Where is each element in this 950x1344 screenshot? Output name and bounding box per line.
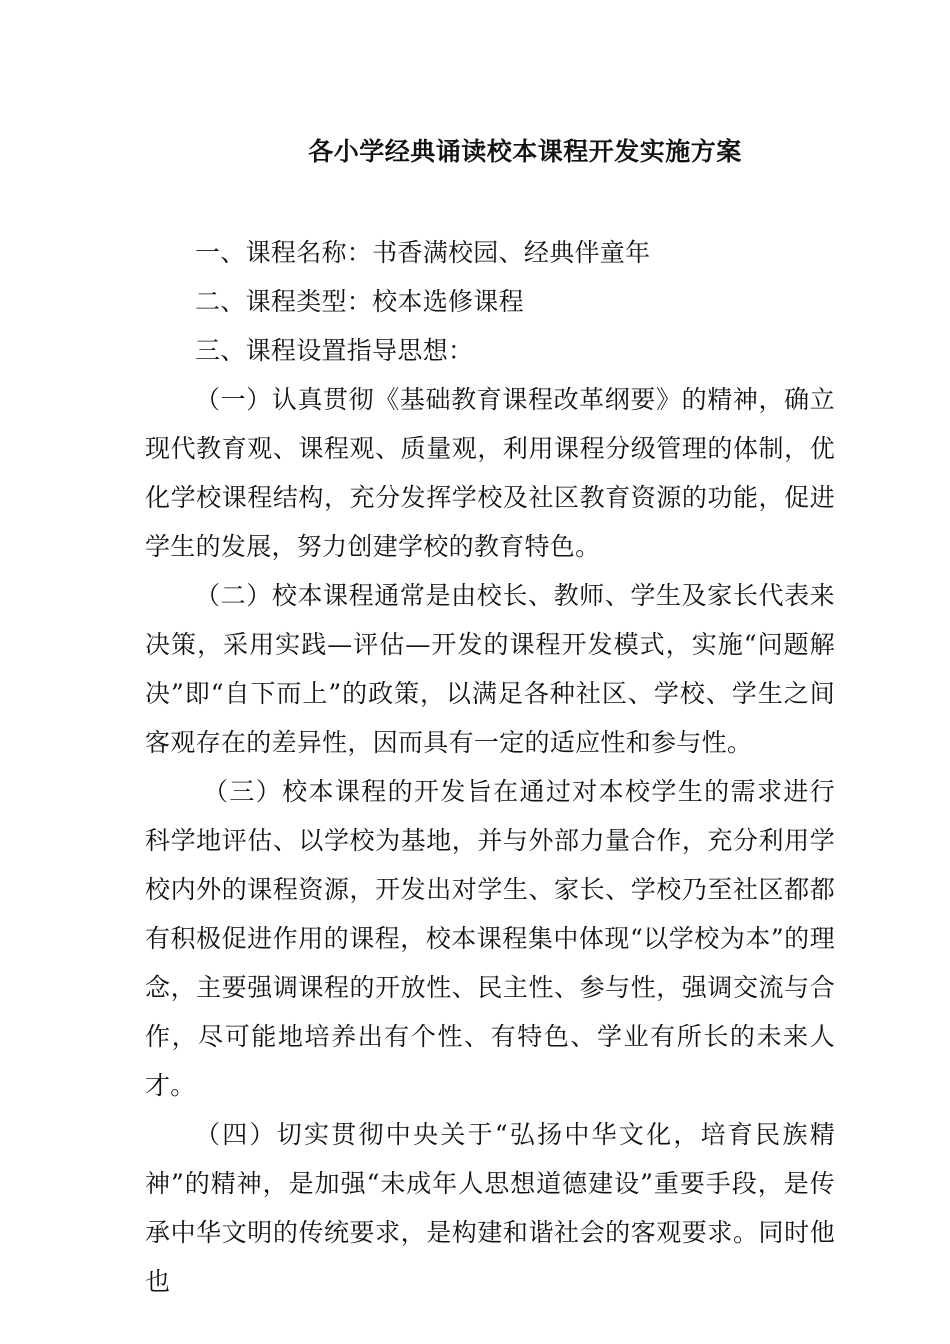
document-body — [145, 228, 835, 1306]
paragraph-2: （二）校本课程通常是由校长、教师、学生及家长代表来决策，采用实践—评估—开发的课程开发模式，实施“问题解决”即“自下而上”的政策，以满足各种社区、学校、学生之间客观存在的差异性，因而具有一定的适应性和参与性。 — [145, 581, 835, 757]
guiding-thought-heading: 三、课程设置指导思想： — [195, 336, 474, 365]
course-type-item: 二、课程类型：校本选修课程 — [195, 287, 524, 316]
document-title: 各小学经典诵读校本课程开发实施方案 — [308, 137, 742, 166]
course-name-item: 一、课程名称：书香满校园、经典伴童年 — [195, 238, 651, 267]
paragraph-1: （一）认真贯彻《基础教育课程改革纲要》的精神，确立现代教育观、课程观、质量观，利用课程分级管理的体制，优化学校课程结构，充分发挥学校及社区教育资源的功能，促进学生的发展，努力创建学校的教育特色。 — [145, 385, 835, 561]
paragraph-3: （三）校本课程的开发旨在通过对本校学生的需求进行科学地评估、以学校为基地，并与外部力量合作，充分利用学校内外的课程资源，开发出对学生、家长、学校乃至社区都都有积极促进作用的课程，校本课程集中体现“以学校为本”的理念，主要强调课程的开放性、民主性、参与性，强调交流与合作，尽可能地培养出有个性、有特色、学业有所长的未来人才。 — [145, 777, 835, 1100]
paragraph-4: （四）切实贯彻中央关于“弘扬中华文化，培育民族精神”的精神，是加强“未成年人思想道德建设”重要手段，是传承中华文明的传统要求，是构建和谐社会的客观要求。同时他也 — [145, 1120, 835, 1296]
